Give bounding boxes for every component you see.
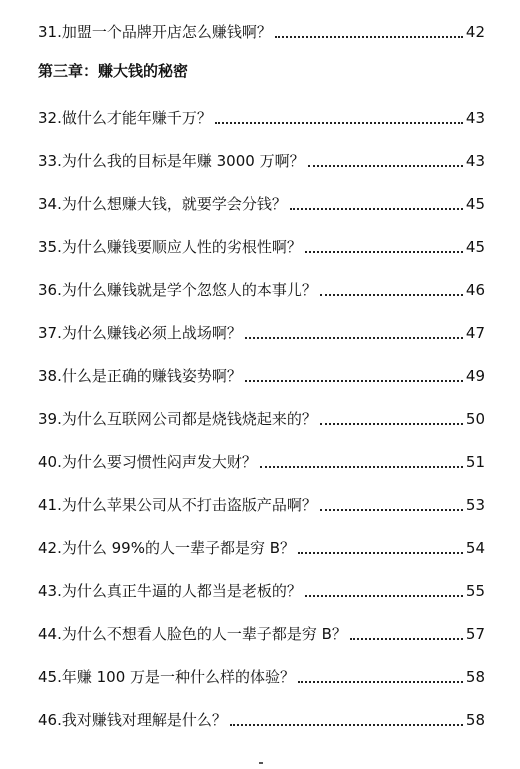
toc-entry-title: 41.为什么苹果公司从不打击盗版产品啊？: [38, 496, 317, 514]
dot-leader: [298, 681, 463, 683]
toc-entry-page: 47: [465, 324, 485, 342]
dot-leader: [350, 638, 463, 640]
toc-entry-page: 58: [465, 711, 485, 729]
toc-entry-page: 49: [465, 367, 485, 385]
dot-leader: [305, 595, 463, 597]
toc-entry-43[interactable]: [38, 577, 485, 601]
dot-leader: [305, 251, 463, 253]
toc-entry-page: 57: [465, 625, 485, 643]
dot-leader: [245, 380, 463, 382]
toc-entry-42[interactable]: [38, 534, 485, 558]
dot-leader: [320, 509, 463, 511]
toc-entry-page: 55: [465, 582, 485, 600]
toc-entry-title: 45.年赚 100 万是一种什么样的体验？: [38, 668, 296, 686]
toc-entry-title: 44.为什么不想看人脸色的人一辈子都是穷 B？: [38, 625, 347, 643]
dot-leader: [308, 165, 463, 167]
toc-entry-39[interactable]: [38, 405, 485, 429]
toc-entry-title: 43.为什么真正牛逼的人都当是老板的？: [38, 582, 302, 600]
toc-entry-38[interactable]: [38, 362, 485, 386]
toc-entry-title: 38.什么是正确的赚钱姿势啊？: [38, 367, 242, 385]
dot-leader: [245, 337, 463, 339]
toc-entry-title: 39.为什么互联网公司都是烧钱烧起来的？: [38, 410, 317, 428]
toc-entry-page: 45: [465, 195, 485, 213]
toc-entry-41[interactable]: [38, 491, 485, 515]
toc-entry-title: 40.为什么要习惯性闷声发大财？: [38, 453, 257, 471]
chapter-heading: 第三章：赚大钱的秘密: [38, 62, 189, 80]
toc-entry-37[interactable]: [38, 319, 485, 343]
dot-leader: [290, 208, 463, 210]
toc-entry-title: 31.加盟一个品牌开店怎么赚钱啊？: [38, 23, 272, 41]
dot-leader: [215, 122, 463, 124]
toc-entry-33[interactable]: [38, 147, 485, 171]
toc-entry-title: 32.做什么才能年赚千万？: [38, 109, 212, 127]
toc-entry-35[interactable]: [38, 233, 485, 257]
toc-entry-45[interactable]: [38, 663, 485, 687]
dot-leader: [320, 423, 463, 425]
toc-entry-title: 46.我对赚钱对理解是什么？: [38, 711, 227, 729]
toc-entry-page: 42: [465, 23, 485, 41]
toc-entry-32[interactable]: [38, 104, 485, 128]
toc-entry-page: 43: [465, 109, 485, 127]
toc-entry-40[interactable]: [38, 448, 485, 472]
toc-entry-31[interactable]: [38, 18, 485, 42]
toc-entry-46[interactable]: [38, 706, 485, 730]
toc-entry-page: 50: [465, 410, 485, 428]
toc-entry-34[interactable]: [38, 190, 485, 214]
toc-entry-page: 53: [465, 496, 485, 514]
dot-leader: [260, 466, 463, 468]
toc-entry-page: 58: [465, 668, 485, 686]
toc-entry-title: 35.为什么赚钱要顺应人性的劣根性啊？: [38, 238, 302, 256]
dot-leader: [230, 724, 463, 726]
dot-leader: [320, 294, 463, 296]
toc-entry-title: 37.为什么赚钱必须上战场啊？: [38, 324, 242, 342]
dot-leader: [275, 36, 463, 38]
toc-entry-title: 33.为什么我的目标是年赚 3000 万啊？: [38, 152, 305, 170]
dot-leader: [298, 552, 463, 554]
toc-entry-page: 46: [465, 281, 485, 299]
toc-entry-title: 34.为什么想赚大钱，就要学会分钱？: [38, 195, 287, 213]
toc-entry-title: 36.为什么赚钱就是学个忽悠人的本事儿？: [38, 281, 317, 299]
toc-entry-page: 45: [465, 238, 485, 256]
toc-entry-page: 51: [465, 453, 485, 471]
toc-entry-page: 43: [465, 152, 485, 170]
toc-entry-title: 42.为什么 99%的人一辈子都是穷 B？: [38, 539, 296, 557]
toc-entry-36[interactable]: [38, 276, 485, 300]
page-footer-mark: [259, 762, 263, 764]
toc-entry-page: 54: [465, 539, 485, 557]
toc-entry-44[interactable]: [38, 620, 485, 644]
